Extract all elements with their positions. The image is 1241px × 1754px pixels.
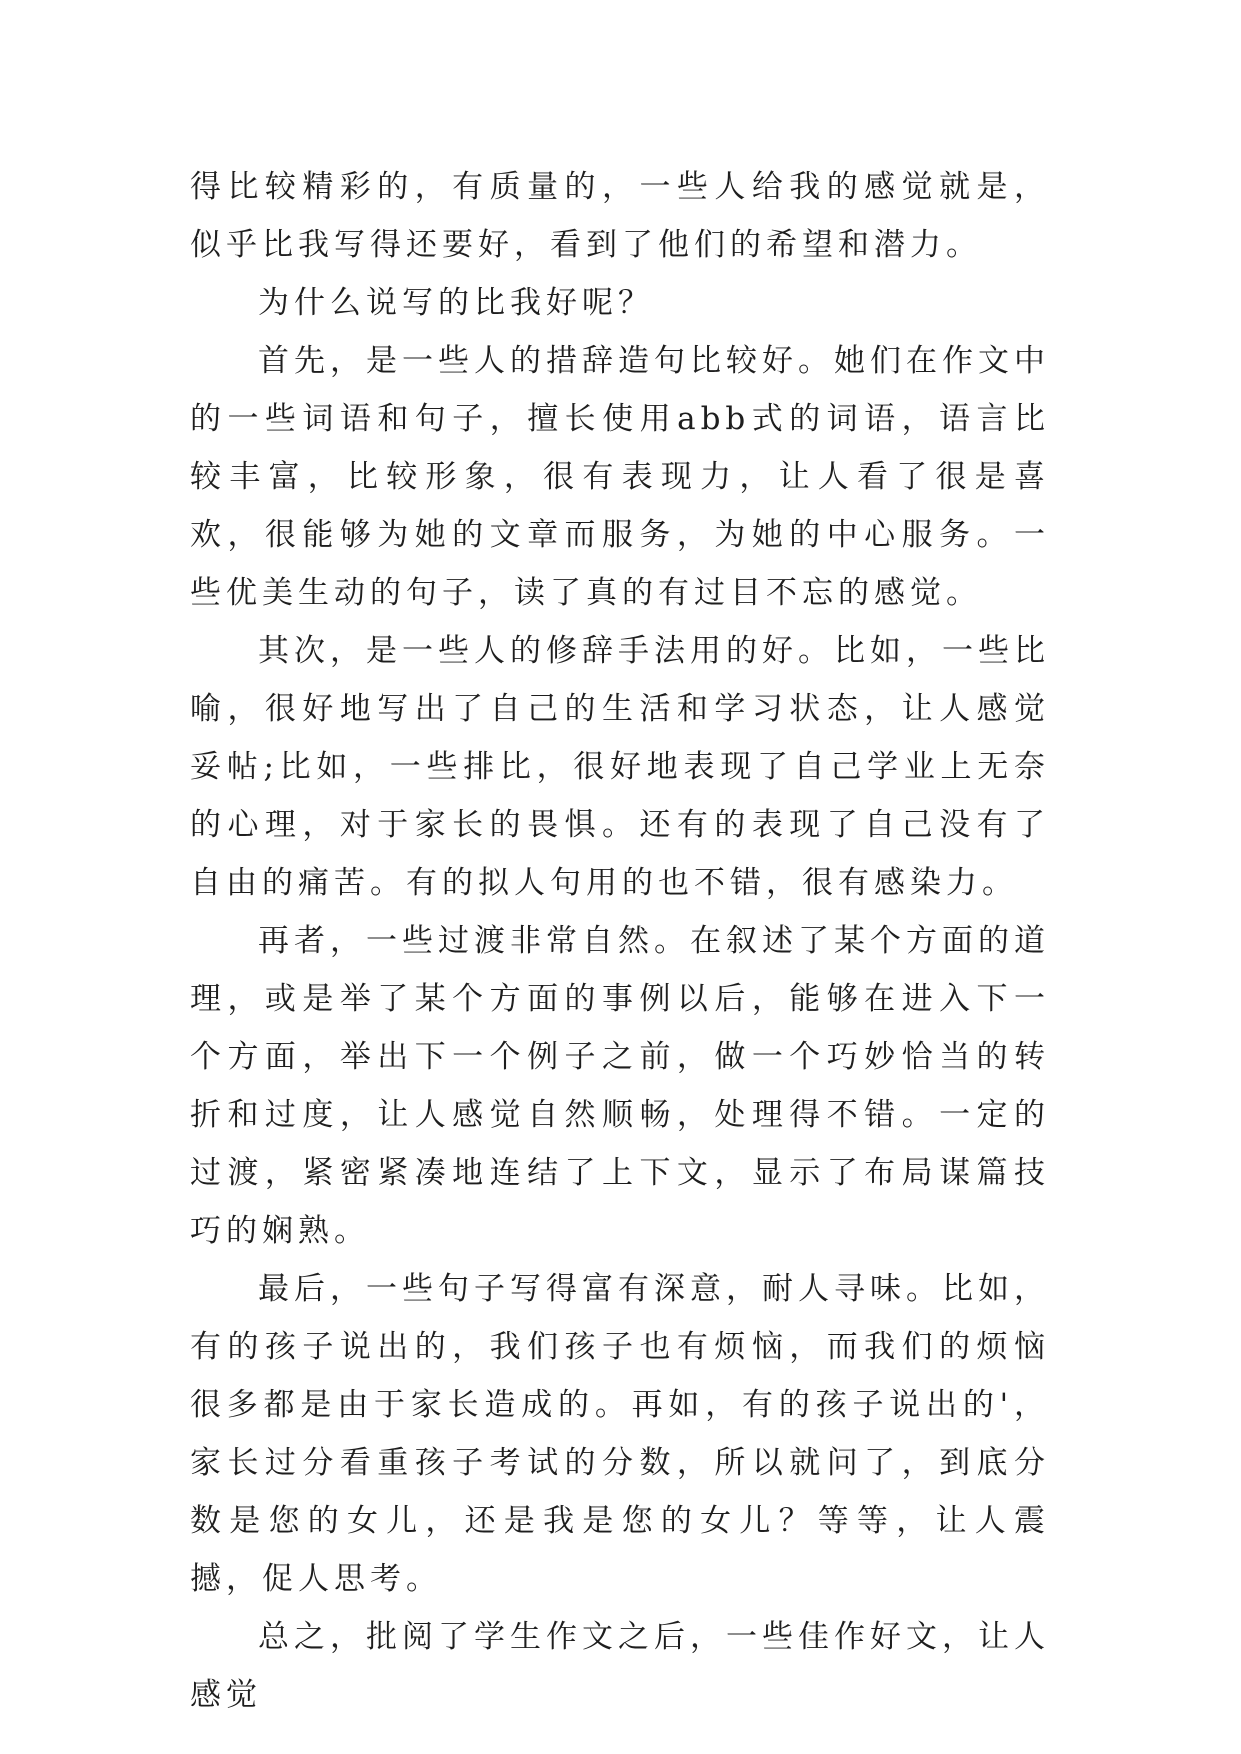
paragraph-4: 其次，是一些人的修辞手法用的好。比如，一些比喻，很好地写出了自己的生活和学习状态，让人感觉妥帖;比如，一些排比，很好地表现了自己学业上无奈的心理，对于家长的畏惧。还有的表现了自己没有了自由的痛苦。有的拟人句用的也不错，很有感染力。: [190, 633, 1050, 901]
paragraph-1: 得比较精彩的，有质量的，一些人给我的感觉就是，似乎比我写得还要好，看到了他们的希望和潜力。: [190, 169, 1050, 263]
paragraph-2: 为什么说写的比我好呢？: [258, 285, 654, 321]
paragraph-6: 最后，一些句子写得富有深意，耐人寻味。比如，有的孩子说出的，我们孩子也有烦恼，而我们的烦恼很多都是由于家长造成的。再如，有的孩子说出的'，家长过分看重孩子考试的分数，所以就问了，到底分数是您的女儿，还是我是您的女儿？等等，让人震撼，促人思考。: [190, 1271, 1050, 1597]
paragraph-3: 首先，是一些人的措辞造句比较好。她们在作文中的一些词语和句子，擅长使用abb式的词语，语言比较丰富，比较形象，很有表现力，让人看了很是喜欢，很能够为她的文章而服务，为她的中心服务。一些优美生动的句子，读了真的有过目不忘的感觉。: [190, 343, 1050, 611]
paragraph-5: 再者，一些过渡非常自然。在叙述了某个方面的道理，或是举了某个方面的事例以后，能够在进入下一个方面，举出下一个例子之前，做一个巧妙恰当的转折和过度，让人感觉自然顺畅，处理得不错。一定的过渡，紧密紧凑地连结了上下文，显示了布局谋篇技巧的娴熟。: [190, 923, 1050, 1249]
document-body: [190, 158, 1050, 1724]
paragraph-7: 总之，批阅了学生作文之后，一些佳作好文，让人感觉: [190, 1619, 1050, 1713]
